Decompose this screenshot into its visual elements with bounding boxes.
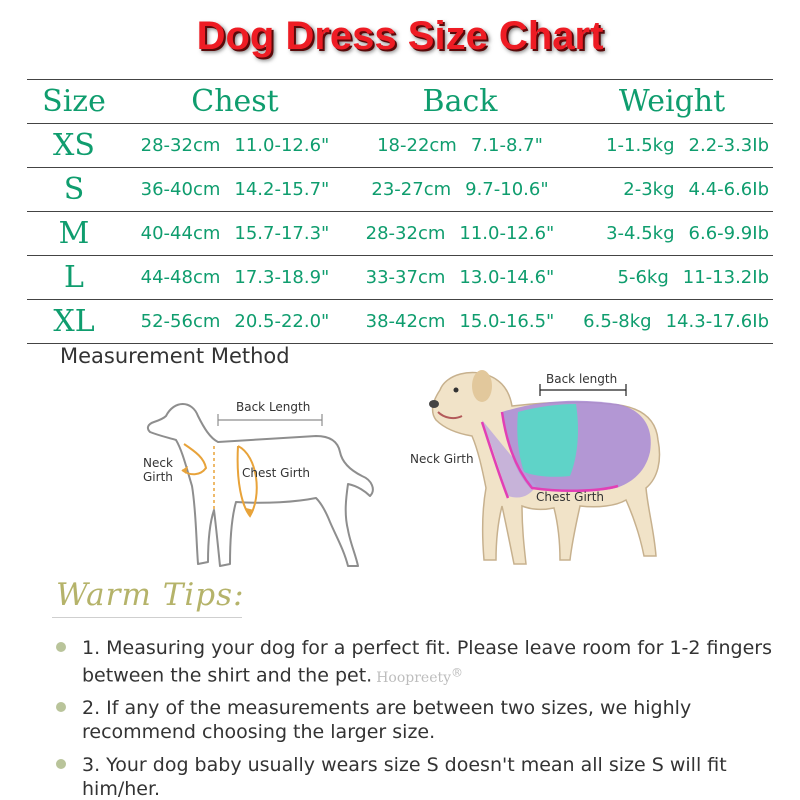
back-cell — [349, 124, 571, 168]
chest-cm: 36-40cm — [140, 179, 221, 200]
weight-kg: 6.5-8kg — [583, 311, 652, 332]
back-in: 13.0-14.6" — [459, 267, 555, 288]
warm-tips-title: Warm Tips: — [56, 577, 245, 613]
left-neck-girth-label: Neck Girth — [143, 456, 173, 484]
size-cell: XS — [27, 124, 121, 168]
back-cm: 33-37cm — [365, 267, 446, 288]
right-back-length-label: Back length — [546, 372, 618, 386]
weight-lb: 4.4-6.6Ib — [688, 179, 769, 200]
weight-cell — [571, 124, 773, 168]
chest-in: 20.5-22.0" — [234, 311, 330, 332]
back-cell — [349, 300, 571, 344]
weight-cell — [571, 300, 773, 344]
table-row — [27, 300, 773, 344]
weight-lb: 11-13.2Ib — [682, 267, 769, 288]
back-cell — [349, 212, 571, 256]
chest-cm: 40-44cm — [140, 223, 221, 244]
header-weight: Weight — [571, 80, 773, 124]
right-neck-girth-label: Neck Girth — [410, 452, 474, 466]
chest-in: 15.7-17.3" — [234, 223, 330, 244]
table-row — [27, 212, 773, 256]
registered-mark: ® — [451, 665, 464, 679]
weight-kg: 5-6kg — [617, 267, 669, 288]
back-cm: 38-42cm — [365, 311, 446, 332]
tip-3: 3. Your dog baby usually wears size S doesn't mean all size S will fit him/her. — [82, 754, 727, 800]
chest-in: 14.2-15.7" — [234, 179, 330, 200]
tip-2: 2. If any of the measurements are between two sizes, we highly recommend choosing the larger size. — [82, 697, 692, 743]
tip-bullet — [56, 759, 66, 769]
weight-kg: 1-1.5kg — [606, 135, 675, 156]
size-cell: L — [27, 256, 121, 300]
warm-tips-divider — [52, 617, 242, 618]
chest-cell — [121, 124, 349, 168]
tip-bullet — [56, 642, 66, 652]
left-chest-girth-label: Chest Girth — [242, 466, 311, 480]
weight-lb: 14.3-17.6Ib — [665, 311, 769, 332]
size-cell: S — [27, 168, 121, 212]
back-in: 15.0-16.5" — [459, 311, 555, 332]
back-in: 9.7-10.6" — [465, 179, 549, 200]
weight-cell — [571, 168, 773, 212]
chest-in: 17.3-18.9" — [234, 267, 330, 288]
brand-watermark — [376, 665, 464, 686]
chest-cell — [121, 256, 349, 300]
tip-1 — [82, 636, 782, 690]
weight-lb: 2.2-3.3Ib — [688, 135, 769, 156]
chest-cell — [121, 168, 349, 212]
weight-lb: 6.6-9.9Ib — [688, 223, 769, 244]
chest-cm: 52-56cm — [140, 311, 221, 332]
measure-arrows — [182, 444, 257, 516]
back-length-ruler — [218, 414, 322, 426]
back-cell — [349, 168, 571, 212]
chest-in: 11.0-12.6" — [234, 135, 330, 156]
weight-kg: 3-4.5kg — [606, 223, 675, 244]
tip-1-text: 1. Measuring your dog for a perfect fit. Please leave room for 1-2 fingers between the shirt and the pet. — [82, 637, 773, 687]
back-in: 11.0-12.6" — [459, 223, 555, 244]
chest-cm: 44-48cm — [140, 267, 221, 288]
dog-vest-illustration — [420, 360, 690, 580]
table-row — [27, 168, 773, 212]
weight-cell — [571, 256, 773, 300]
measurement-method-title: Measurement Method — [60, 344, 290, 368]
back-in: 7.1-8.7" — [470, 135, 543, 156]
size-cell: M — [27, 212, 121, 256]
right-chest-girth-label: Chest Girth — [536, 490, 605, 504]
table-row — [27, 124, 773, 168]
tip-bullet — [56, 702, 66, 712]
dog-outline-diagram — [126, 386, 386, 586]
header-size: Size — [27, 80, 121, 124]
chest-cell — [121, 300, 349, 344]
chest-cell — [121, 212, 349, 256]
back-cell — [349, 256, 571, 300]
chest-cm: 28-32cm — [140, 135, 221, 156]
back-cm: 18-22cm — [377, 135, 457, 156]
header-chest: Chest — [121, 80, 349, 124]
table-header-row — [27, 80, 773, 124]
back-cm: 28-32cm — [365, 223, 446, 244]
header-back: Back — [349, 80, 571, 124]
weight-kg: 2-3kg — [623, 179, 675, 200]
page-title: Dog Dress Size Chart — [196, 14, 604, 58]
brand-watermark-text: Hoopreety — [376, 669, 452, 686]
size-cell: XL — [27, 300, 121, 344]
table-row — [27, 256, 773, 300]
size-table — [27, 79, 773, 344]
weight-cell — [571, 212, 773, 256]
left-back-length-label: Back Length — [236, 400, 311, 414]
back-cm: 23-27cm — [371, 179, 452, 200]
